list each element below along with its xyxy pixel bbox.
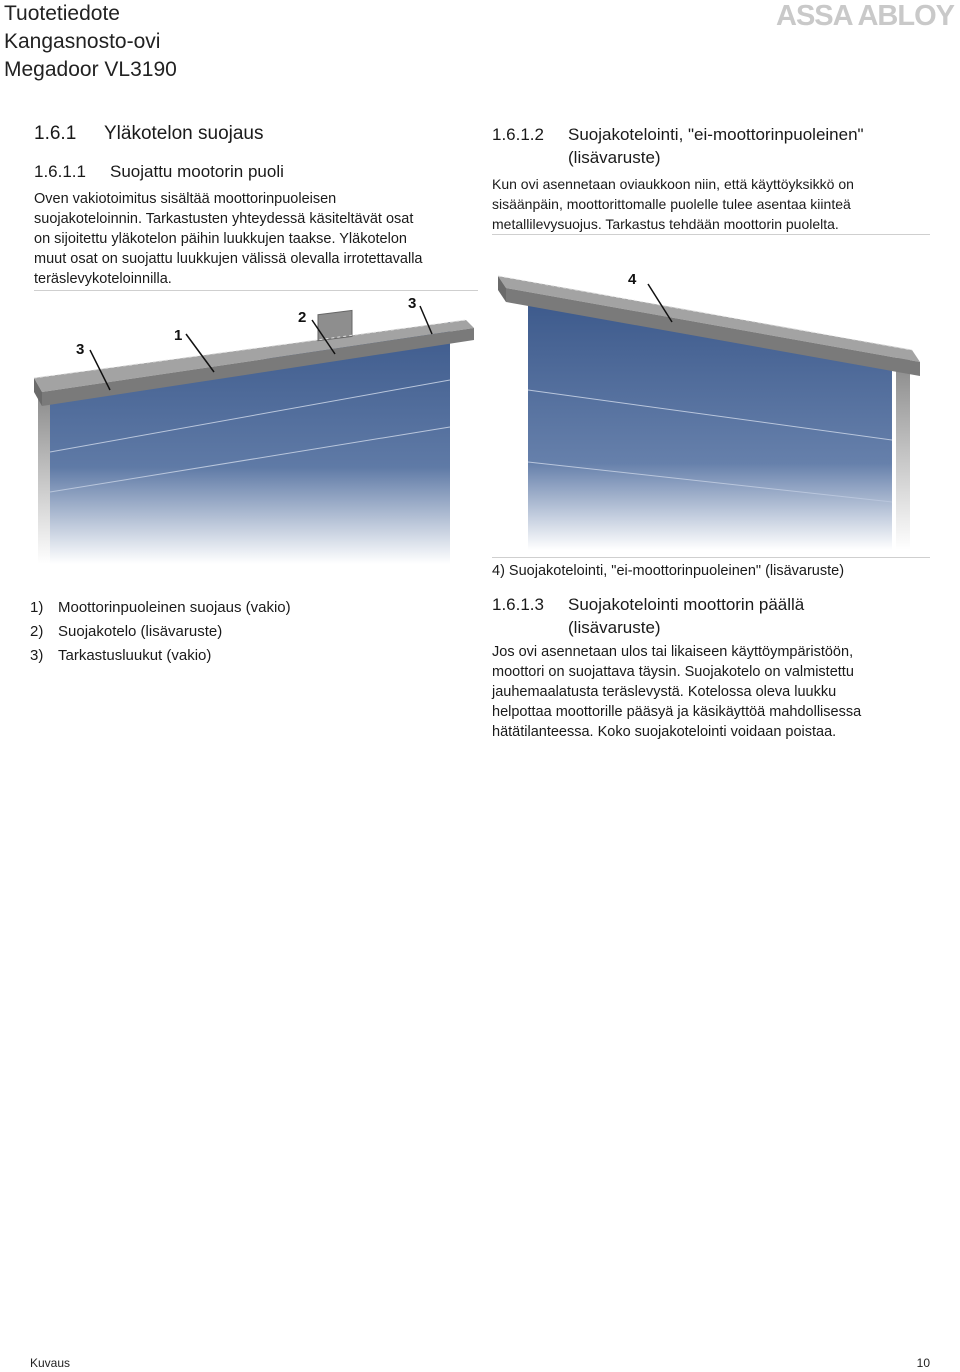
callout-3-left: 3 bbox=[76, 341, 85, 358]
subsection-number: 1.6.1.1 bbox=[34, 162, 86, 181]
paragraph-line: muut osat on suojattu luukkujen välissä olevalla irrotettavalla bbox=[34, 251, 423, 267]
divider bbox=[492, 557, 930, 558]
footer-label: Kuvaus bbox=[30, 1356, 71, 1370]
title-line: Megadoor VL3190 bbox=[4, 58, 177, 81]
page-number: 10 bbox=[916, 1356, 930, 1370]
section-title: Yläkotelon suojaus bbox=[104, 123, 264, 144]
paragraph-line: teräslevykoteloinnilla. bbox=[34, 271, 172, 287]
paragraph-line: jauhemaalatusta teräslevystä. Kotelossa oleva luukku bbox=[492, 684, 837, 700]
legend-number: 3) bbox=[30, 647, 44, 664]
paragraph-line: Jos ovi asennetaan ulos tai likaiseen käyttöympäristöön, bbox=[492, 644, 854, 660]
callout-4: 4 bbox=[628, 271, 637, 288]
door-illustration bbox=[30, 292, 480, 564]
legend-item bbox=[30, 620, 291, 644]
callout-2: 2 bbox=[298, 309, 307, 326]
legend-text: Suojakotelo (lisävaruste) bbox=[58, 623, 223, 640]
legend-text: Tarkastusluukut (vakio) bbox=[58, 647, 212, 664]
paragraph-line: Oven vakiotoimitus sisältää moottorinpuoleisen bbox=[34, 191, 337, 207]
section-paragraph bbox=[492, 174, 932, 234]
title-line: Tuotetiedote bbox=[4, 2, 120, 25]
subsection-title: Suojakotelointi moottorin päällä bbox=[568, 595, 805, 614]
subsection-heading bbox=[492, 123, 932, 169]
paragraph-line: suojakoteloinnin. Tarkastusten yhteydessä käsiteltävät osat bbox=[34, 211, 414, 227]
figure-legend bbox=[30, 596, 291, 668]
subsection-number: 1.6.1.3 bbox=[492, 595, 544, 614]
subsection-title: Suojakotelointi, "ei-moottorinpuoleinen" bbox=[568, 125, 864, 144]
subsection-heading bbox=[492, 593, 932, 639]
legend-text: Moottorinpuoleinen suojaus (vakio) bbox=[58, 599, 291, 616]
subsection-title: Suojattu mootorin puoli bbox=[110, 162, 284, 181]
paragraph-line: hätätilanteessa. Koko suojakotelointi voidaan poistaa. bbox=[492, 724, 837, 740]
divider bbox=[34, 290, 478, 291]
paragraph-line: helpottaa moottorille pääsyä ja käsikäyttöä mahdollisessa bbox=[492, 704, 862, 720]
paragraph-line: sisäänpäin, moottorittomalle puolelle tulee asentaa kiinteä bbox=[492, 196, 851, 212]
door-figure-motor-side bbox=[30, 292, 480, 564]
figure-caption: 4) Suojakotelointi, "ei-moottorinpuoleinen" (lisävaruste) bbox=[492, 563, 845, 579]
paragraph-line: moottori on suojattava täysin. Suojakotelo on valmistettu bbox=[492, 664, 854, 680]
subsection-heading bbox=[34, 160, 284, 183]
brand-logo: ASSA ABLOY bbox=[776, 0, 954, 32]
subsection-number: 1.6.1.2 bbox=[492, 125, 544, 144]
subsection-title-cont: (lisävaruste) bbox=[568, 618, 661, 637]
paragraph-line: on sijoitettu yläkotelon päihin luukkujen taakse. Yläkotelon bbox=[34, 231, 407, 247]
intro-paragraph bbox=[34, 189, 474, 289]
paragraph-line: metallilevysuojus. Tarkastus tehdään moottorin puolelta. bbox=[492, 216, 839, 232]
legend-number: 2) bbox=[30, 623, 44, 640]
callout-3-right: 3 bbox=[408, 295, 417, 312]
callout-1: 1 bbox=[174, 327, 183, 344]
paragraph-line: Kun ovi asennetaan oviaukkoon niin, että käyttöyksikkö on bbox=[492, 176, 854, 192]
document-title bbox=[4, 0, 177, 84]
door-illustration bbox=[492, 240, 932, 550]
legend-item bbox=[30, 596, 291, 620]
subsection-title-cont: (lisävaruste) bbox=[568, 148, 661, 167]
title-line: Kangasnosto-ovi bbox=[4, 30, 161, 53]
section-number: 1.6.1 bbox=[34, 123, 77, 144]
section-paragraph bbox=[492, 642, 932, 742]
legend-number: 1) bbox=[30, 599, 44, 616]
divider bbox=[492, 234, 930, 235]
door-figure-non-motor-side bbox=[492, 240, 932, 550]
section-heading bbox=[34, 122, 264, 146]
legend-item bbox=[30, 644, 291, 668]
